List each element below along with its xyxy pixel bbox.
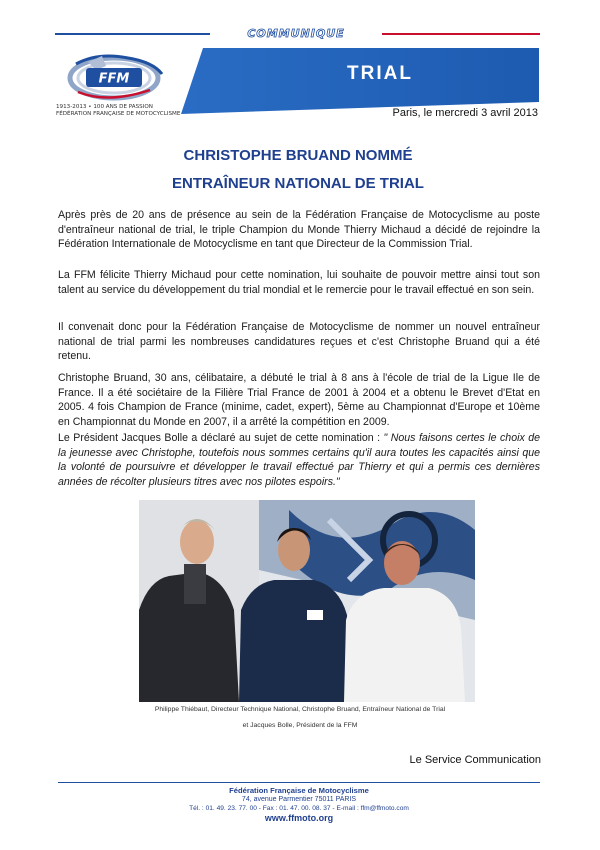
press-release-date: Paris, le mercredi 3 avril 2013 [392, 107, 538, 119]
footer-organization: Fédération Française de Motocyclisme [229, 786, 369, 795]
photo-caption-line-1: Philippe Thiébaut, Directeur Technique National, Christophe Bruand, Entraîneur National de Trial [154, 706, 446, 713]
paragraph-4: Christophe Bruand, 30 ans, célibataire, a débuté le trial à 8 ans à l'école de trial de la Ligue Ile de France. Il a été sociétaire de la Filière Trial France de 2001 à 2004 et a obtenu le Brevet d'Etat en 2005. 4 fois Champion de France (minime, cadet, expert), 5ème au Championnat d'Europe et 10ème en Championnat du Monde en 2007, il a arrêté la compétition en 2009. [58, 372, 540, 428]
paragraph-2: La FFM félicite Thierry Michaud pour cette nomination, lui souhaite de pouvoir mettre ainsi tout son talent au service du développement du trial mondial et le remercie pour le travail effectué en son sein. [58, 269, 540, 296]
team-photo [139, 500, 475, 702]
logo-caption-line2: FÉDÉRATION FRANÇAISE DE MOTOCYCLISME [56, 111, 181, 117]
footer-contact: Tél. : 01. 49. 23. 77. 00 - Fax : 01. 47. 00. 08. 37 - E-mail : ffm@ffmoto.com [189, 805, 409, 812]
logo-caption-line1: 1913-2013 • 100 ANS DE PASSION [56, 104, 153, 110]
communique-banner: COMMUNIQUE [247, 27, 345, 40]
footer-rule [58, 782, 540, 783]
paragraph-5 [58, 431, 540, 489]
paragraph-1: Après près de 20 ans de présence au sein de la Fédération Française de Motocyclisme au poste d'entraîneur national de trial, le triple Champion du Monde Thierry Michaud a décidé de rejoindre la Fédération Internationale de Motocyclisme en tant que Directeur de la Commission Trial. [58, 209, 540, 250]
section-label: TRIAL [347, 63, 413, 84]
photo-illustration [139, 500, 475, 702]
footer-address: 74, avenue Parmentier 75011 PARIS [241, 796, 357, 803]
headline-line-1: CHRISTOPHE BRUAND NOMMÉ [183, 147, 413, 164]
photo-caption-line-2: et Jacques Bolle, Président de la FFM [242, 722, 358, 729]
paragraph-3: Il convenait donc pour la Fédération Française de Motocyclisme de nommer un nouvel entraîneur national de trial parmi les nombreuses candidatures reçues et c'est Christophe Bruand qui a été retenu. [58, 321, 540, 362]
signature: Le Service Communication [409, 754, 541, 766]
president-quote: " Nous faisons certes le choix de la jeunesse avec Christophe, toutefois nous sommes certains qu'il aura toutes les capacités ainsi que la volonté de poursuivre et développer le travail effectué par Thierry et qui a permis ces dernières années de récolter plusieurs titres avec nos pilotes espoirs." [58, 432, 540, 488]
header-rule-right [382, 33, 540, 35]
headline-line-2: ENTRAÎNEUR NATIONAL DE TRIAL [172, 175, 424, 192]
header-rule-left [55, 33, 210, 35]
quote-intro: Le Président Jacques Bolle a déclaré au sujet de cette nomination : [58, 432, 384, 444]
ffm-logo-text: FFM [98, 71, 130, 87]
logo-caption [56, 104, 186, 118]
footer-website-link[interactable]: www.ffmoto.org [264, 813, 334, 823]
